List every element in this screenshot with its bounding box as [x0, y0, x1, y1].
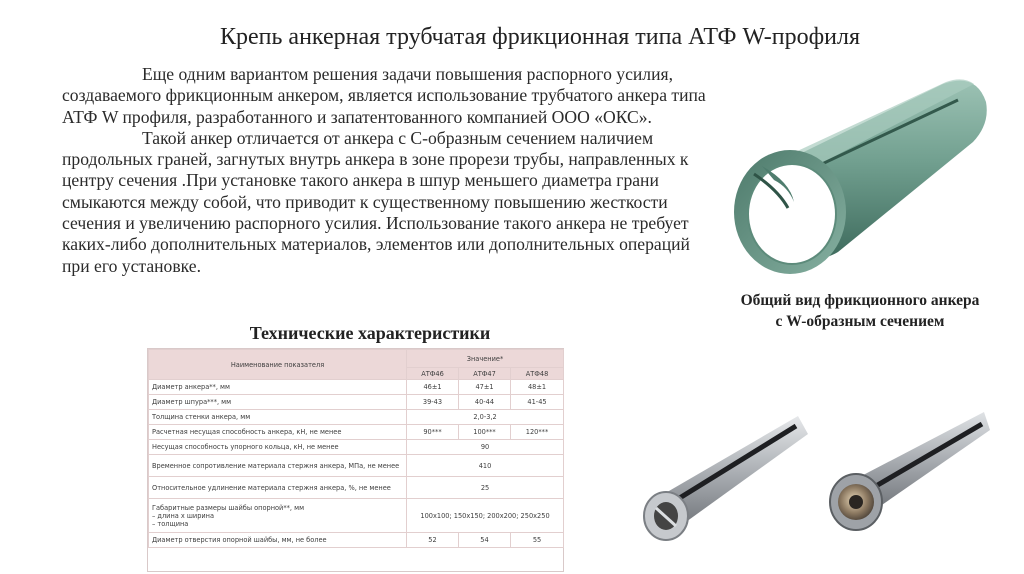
- col-atf48: АТФ48: [511, 368, 564, 380]
- row-name: Относительное удлинение материала стержня анкера, %, не менее: [149, 477, 407, 499]
- row-value: 120***: [511, 425, 564, 440]
- row-name: Временное сопротивление материала стержня анкера, МПа, не менее: [149, 455, 407, 477]
- caption-line-2: с W-образным сечением: [775, 313, 945, 330]
- row-name: Диаметр отверстия опорной шайбы, мм, не более: [149, 533, 407, 548]
- slide-title: Крепь анкерная трубчатая фрикционная типа АТФ W-профиля: [219, 24, 861, 50]
- spec-table: [147, 348, 564, 572]
- table-row: [149, 499, 564, 533]
- row-value: 25: [407, 477, 564, 499]
- row-name: Габаритные размеры шайбы опорной**, мм – длина х ширина – толщина: [149, 499, 407, 533]
- table-row: [149, 455, 564, 477]
- row-value: 52: [407, 533, 459, 548]
- row-value: 47±1: [459, 380, 511, 395]
- row-value: 55: [511, 533, 564, 548]
- table-row: [149, 440, 564, 455]
- row-value: 410: [407, 455, 564, 477]
- paragraph-2: Такой анкер отличается от анкера с С-образным сечением наличием продольных граней, загнутых внутрь анкера в зоне прорези трубы, направленных к центру сечения .При установке такого анкера в шпур меньшего диаметра грани смыкаются между собой, что приводит к существенному повышению жесткости сечения и увеличению распорного усилия. Использование такого анкера не требует каких-либо дополнительных материалов, элементов или дополнительных операций при его установке.: [62, 127, 690, 276]
- row-value: 2,0-3,2: [407, 410, 564, 425]
- header-value: Значение*: [407, 350, 564, 368]
- spec-table-body: [149, 380, 564, 548]
- header-name: Наименование показателя: [149, 350, 407, 380]
- row-value: 40-44: [459, 395, 511, 410]
- description-text: [62, 64, 712, 277]
- row-value: 90: [407, 440, 564, 455]
- anchor-photo-side: [628, 404, 810, 550]
- row-value: 100***: [459, 425, 511, 440]
- row-name: Толщина стенки анкера, мм: [149, 410, 407, 425]
- col-atf47: АТФ47: [459, 368, 511, 380]
- row-name: Несущая способность упорного кольца, кН, не менее: [149, 440, 407, 455]
- caption-line-1: Общий вид фрикционного анкера: [740, 292, 980, 309]
- table-row: [149, 477, 564, 499]
- row-name: Расчетная несущая способность анкера, кН, не менее: [149, 425, 407, 440]
- table-row: [149, 425, 564, 440]
- anchor-photo-end: [816, 404, 992, 550]
- tech-spec-title: Технические характеристики: [249, 323, 491, 343]
- row-value: 46±1: [407, 380, 459, 395]
- row-value: 39-43: [407, 395, 459, 410]
- row-value: 100х100; 150х150; 200х200; 250х250: [407, 499, 564, 533]
- row-name: Диаметр анкера**, мм: [149, 380, 407, 395]
- table-row: [149, 380, 564, 395]
- col-atf46: АТФ46: [407, 368, 459, 380]
- row-value: 48±1: [511, 380, 564, 395]
- table-row: [149, 410, 564, 425]
- row-value: 41-45: [511, 395, 564, 410]
- table-row: [149, 533, 564, 548]
- paragraph-1: Еще одним вариантом решения задачи повышения распорного усилия, создаваемого фрикционным анкером, является использование трубчатого анкера типа АТФ W профиля, разработанного и запатентованного компанией ООО «ОКС».: [62, 64, 706, 127]
- row-value: 90***: [407, 425, 459, 440]
- row-name: Диаметр шпура***, мм: [149, 395, 407, 410]
- table-row: [149, 395, 564, 410]
- anchor-green-illustration: [718, 62, 1018, 284]
- row-value: 54: [459, 533, 511, 548]
- image-caption: [715, 290, 1005, 332]
